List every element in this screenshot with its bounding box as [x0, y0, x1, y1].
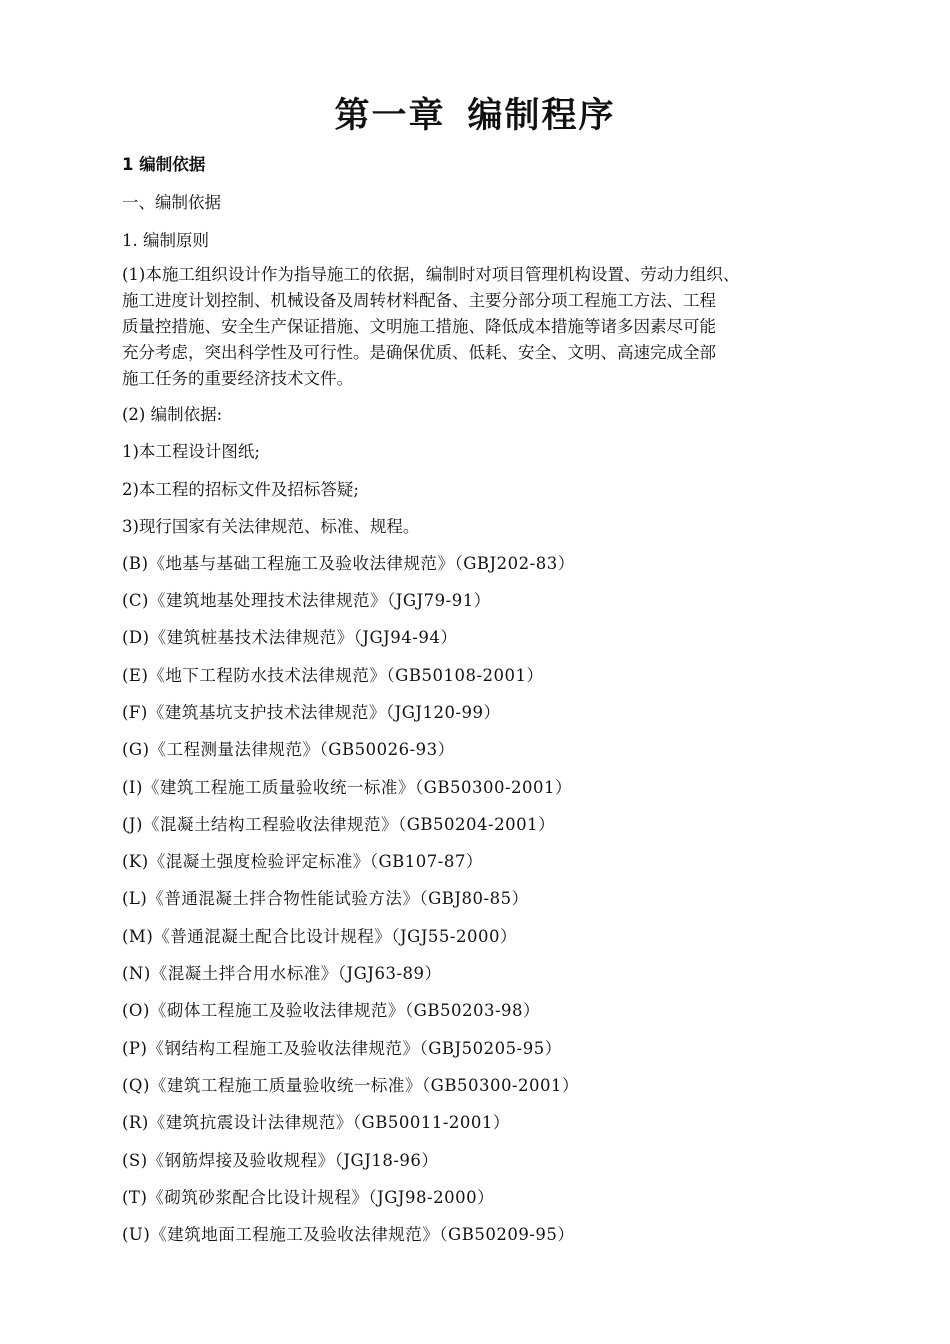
basis-item: 2)本工程的招标文件及招标答疑; — [122, 480, 359, 499]
reference-item: (L)《普通混凝土拌合物性能试验方法》（GBJ80-85） — [122, 889, 529, 908]
reference-item: (P)《钢结构工程施工及验收法律规范》（GBJ50205-95） — [122, 1039, 562, 1058]
reference-item: (S)《钢筋焊接及验收规程》（JGJ18-96） — [122, 1151, 439, 1170]
reference-item: (U)《建筑地面工程施工及验收法律规范》（GB50209-95） — [122, 1225, 575, 1244]
reference-item: (O)《砌体工程施工及验收法律规范》（GB50203-98） — [122, 1001, 541, 1020]
subsection-heading: 一、编制依据 — [122, 193, 221, 212]
reference-item: (C)《建筑地基处理技术法律规范》（JGJ79-91） — [122, 591, 491, 610]
reference-item: (Q)《建筑工程施工质量验收统一标准》（GB50300-2001） — [122, 1076, 580, 1095]
reference-item: (N)《混凝土拌合用水标准》（JGJ63-89） — [122, 964, 442, 983]
basis-heading: (2) 编制依据: — [122, 405, 223, 424]
reference-item: (B)《地基与基础工程施工及验收法律规范》（GBJ202-83） — [122, 554, 575, 573]
paragraph-line: 质量控措施、安全生产保证措施、文明施工措施、降低成本措施等诸多因素尽可能 — [122, 317, 716, 336]
chapter-title — [0, 88, 950, 138]
paragraph-line: 充分考虑，突出科学性及可行性。是确保优质、低耗、安全、文明、高速完成全部 — [122, 343, 716, 362]
paragraph-line: (1)本施工组织设计作为指导施工的依据，编制时对项目管理机构设置、劳动力组织、 — [122, 265, 740, 284]
reference-item: (T)《砌筑砂浆配合比设计规程》（JGJ98-2000） — [122, 1188, 495, 1207]
basis-item: 1)本工程设计图纸; — [122, 442, 260, 461]
reference-item: (K)《混凝土强度检验评定标准》（GB107-87） — [122, 852, 483, 871]
chapter-number: 第一章 — [334, 96, 446, 136]
principle-paragraph — [122, 262, 842, 392]
reference-item: (M)《普通混凝土配合比设计规程》（JGJ55-2000） — [122, 927, 517, 946]
reference-item: (I)《建筑工程施工质量验收统一标准》（GB50300-2001） — [122, 778, 573, 797]
reference-item: (D)《建筑桩基技术法律规范》（JGJ94-94） — [122, 628, 458, 647]
principle-heading: 1. 编制原则 — [122, 231, 209, 250]
chapter-name: 编制程序 — [467, 96, 616, 136]
reference-item: (J)《混凝土结构工程验收法律规范》（GB50204-2001） — [122, 815, 556, 834]
reference-item: (G)《工程测量法律规范》（GB50026-93） — [122, 740, 455, 759]
section-heading: 1 编制依据 — [122, 155, 206, 174]
paragraph-line: 施工进度计划控制、机械设备及周转材料配备、主要分部分项工程施工方法、工程 — [122, 291, 716, 310]
reference-item: (R)《建筑抗震设计法律规范》（GB50011-2001） — [122, 1113, 510, 1132]
reference-item: (F)《建筑基坑支护技术法律规范》（JGJ120-99） — [122, 703, 501, 722]
basis-item: 3)现行国家有关法律规范、标准、规程。 — [122, 517, 420, 536]
paragraph-line: 施工任务的重要经济技术文件。 — [122, 369, 353, 388]
reference-item: (E)《地下工程防水技术法律规范》（GB50108-2001） — [122, 666, 544, 685]
